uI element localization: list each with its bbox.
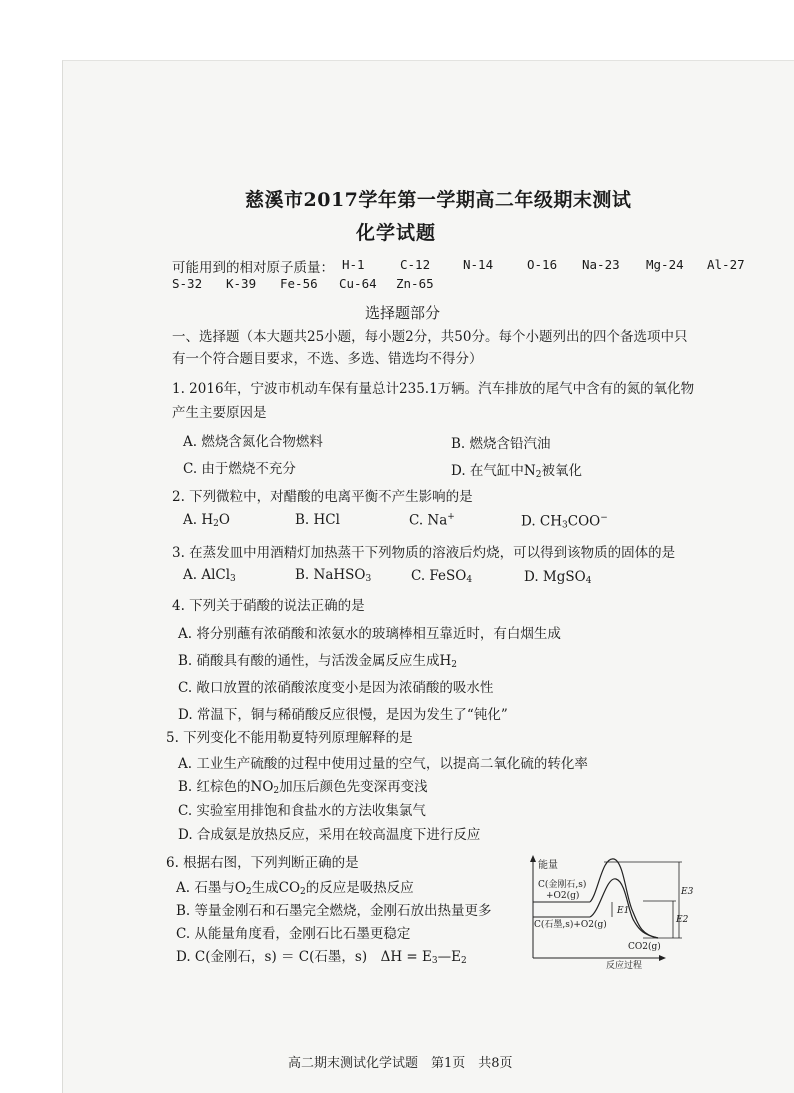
q3-option-d: D. MgSO$_4$ (524, 569, 592, 586)
q4-stem: 4. 下列关于硝酸的说法正确的是 (172, 598, 365, 614)
process-axis-arrow-icon (659, 955, 666, 961)
atomic-mass-cu: Cu-64 (339, 276, 377, 291)
q1-stem-2: 产生主要原因是 (172, 405, 267, 421)
diamond-state-label: C(金刚石,s) (538, 880, 587, 890)
product-label: CO2(g) (628, 942, 661, 952)
exam-subtitle: 化学试题 (356, 222, 437, 244)
q2-option-c: C. Na+ (409, 512, 455, 529)
q5-option-c: C. 实验室用排饱和食盐水的方法收集氯气 (178, 803, 426, 819)
q2-option-b: B. HCl (295, 512, 340, 528)
atomic-mass-k: K-39 (226, 276, 257, 291)
q6-option-d: D. C(金刚石，s) ＝ C(石墨，s) $\Delta H = E_3—E_2$ (176, 949, 467, 966)
q4-option-d: D. 常温下，铜与稀硝酸反应很慢，是因为发生了“钝化” (178, 707, 508, 723)
atomic-mass-o: O-16 (527, 257, 558, 272)
atomic-mass-zn: Zn-65 (396, 276, 434, 291)
energy-axis-label: 能量 (538, 860, 558, 871)
atomic-mass-s: S-32 (172, 276, 203, 291)
q6-option-c: C. 从能量角度看，金刚石比石墨更稳定 (176, 926, 411, 942)
e1-label: E1 (617, 906, 630, 916)
q5-option-a: A. 工业生产硫酸的过程中使用过量的空气，以提高二氧化硫的转化率 (178, 756, 588, 772)
q1-option-c: C. 由于燃烧不充分 (183, 461, 296, 477)
atomic-mass-c: C-12 (400, 257, 431, 272)
q1-stem-1: 1. 2016年，宁波市机动车保有量总计235.1万辆。汽车排放的尾气中含有的氮的氧化物 (172, 381, 695, 397)
q3-option-b: B. NaHSO$_3$ (295, 567, 372, 584)
q1-option-a: A. 燃烧含氮化合物燃料 (183, 434, 323, 450)
page-footer: 高二期末测试化学试题 第1页 共8页 (288, 1056, 513, 1071)
q6-stem: 6. 根据右图，下列判断正确的是 (166, 855, 359, 871)
q5-option-b: B. 红棕色的$NO_2$加压后颜色先变深再变浅 (178, 779, 428, 796)
q4-option-c: C. 敞口放置的浓硝酸浓度变小是因为浓硝酸的吸水性 (178, 680, 494, 696)
section-title: 选择题部分 (365, 304, 441, 322)
q3-stem: 3. 在蒸发皿中用酒精灯加热蒸干下列物质的溶液后灼烧，可以得到该物质的固体的是 (172, 545, 676, 561)
q2-option-a: A. $H_2O$ (183, 512, 230, 529)
q1-option-d: D. 在气缸中$N_2$被氧化 (451, 463, 582, 480)
atomic-mass-na: Na-23 (582, 257, 620, 272)
atomic-mass-label: 可能用到的相对原子质量： (172, 260, 334, 276)
q6-option-b: B. 等量金刚石和石墨完全燃烧，金刚石放出热量更多 (176, 903, 492, 919)
instructions-line-2: 有一个符合题目要求，不选、多选、错选均不得分） (172, 351, 483, 367)
atomic-mass-fe: Fe-56 (280, 276, 318, 291)
q3-option-a: A. AlCl$_3$ (183, 567, 236, 584)
atomic-mass-mg: Mg-24 (646, 257, 684, 272)
graphite-state-label: C(石墨,s)+O2(g) (534, 920, 607, 930)
q2-stem: 2. 下列微粒中，对醋酸的电离平衡不产生影响的是 (172, 489, 473, 505)
q5-option-d: D. 合成氨是放热反应，采用在较高温度下进行反应 (178, 827, 481, 843)
energy-axis-arrow-icon (530, 855, 536, 862)
q4-option-b: B. 硝酸具有酸的通性，与活泼金属反应生成$H_2$ (178, 653, 458, 670)
e3-label: E3 (681, 887, 694, 897)
e2-label: E2 (676, 915, 689, 925)
energy-diagram (528, 854, 694, 970)
atomic-mass-h: H-1 (342, 257, 365, 272)
instructions-line-1: 一、选择题（本大题共25小题，每小题2分，共50分。每个小题列出的四个备选项中只 (172, 329, 688, 345)
atomic-mass-al: Al-27 (707, 257, 745, 272)
q3-option-c: C. FeSO$_4$ (411, 568, 473, 585)
atomic-mass-n: N-14 (463, 257, 494, 272)
exam-title: 慈溪市2017学年第一学期高二年级期末测试 (245, 189, 632, 211)
diamond-oxygen-label: +O2(g) (546, 891, 580, 901)
q1-option-b: B. 燃烧含铅汽油 (451, 436, 551, 452)
q2-option-d: D. $CH_3COO^-$ (521, 513, 608, 531)
q4-option-a: A. 将分别蘸有浓硝酸和浓氨水的玻璃棒相互靠近时，有白烟生成 (178, 626, 561, 642)
process-axis-label: 反应过程 (606, 961, 643, 970)
q6-option-a: A. 石墨与$O_2$生成$CO_2$的反应是吸热反应 (176, 880, 414, 897)
q5-stem: 5. 下列变化不能用勒夏特列原理解释的是 (166, 730, 413, 746)
